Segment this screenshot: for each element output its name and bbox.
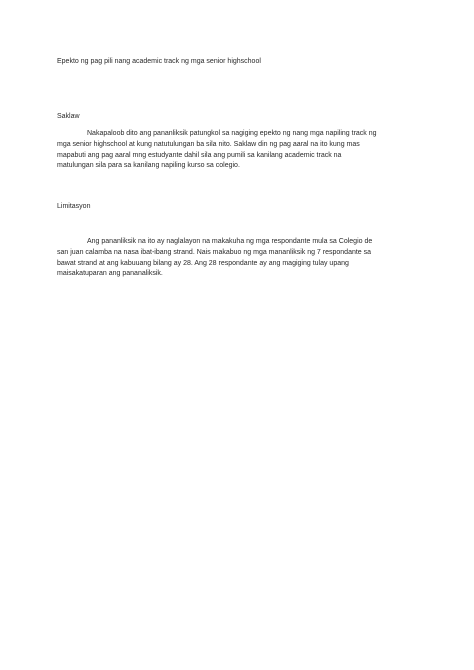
paragraph-line: san juan calamba na nasa ibat-ibang strand. Nais makabuo ng mga mananliksik ng 7 respondante sa xyxy=(57,248,372,256)
section-heading-saklaw: Saklaw xyxy=(57,113,80,120)
paragraph-line: Nakapaloob dito ang pananliksik patungkol sa nagiging epekto ng nang mga napiling track ng xyxy=(87,130,377,137)
paragraph-line: matulungan sila para sa kanilang napiling kurso sa colegio. xyxy=(57,162,240,170)
paragraph-line: maisakatuparan ang pananaliksik. xyxy=(57,270,163,278)
document-title: Epekto ng pag pili nang academic track ng mga senior highschool xyxy=(57,58,261,65)
paragraph-line: mga senior highschool at kung natutulungan ba sila nito. Saklaw din ng pag aaral na ito kung mas xyxy=(57,140,360,148)
section-paragraph-saklaw xyxy=(57,129,417,172)
section-heading-limitasyon: Limitasyon xyxy=(57,203,91,210)
paragraph-line: Ang pananliksik na ito ay naglalayon na makakuha ng mga respondante mula sa Colegio de xyxy=(87,238,373,245)
paragraph-line: mapabuti ang pag aaral mng estudyante dahil sila ang pumili sa kanilang academic track na xyxy=(57,151,342,159)
section-paragraph-limitasyon xyxy=(57,237,417,280)
paragraph-line: bawat strand at ang kabuuang bilang ay 28. Ang 28 respondante ay ang magiging tulay upang xyxy=(57,259,349,267)
